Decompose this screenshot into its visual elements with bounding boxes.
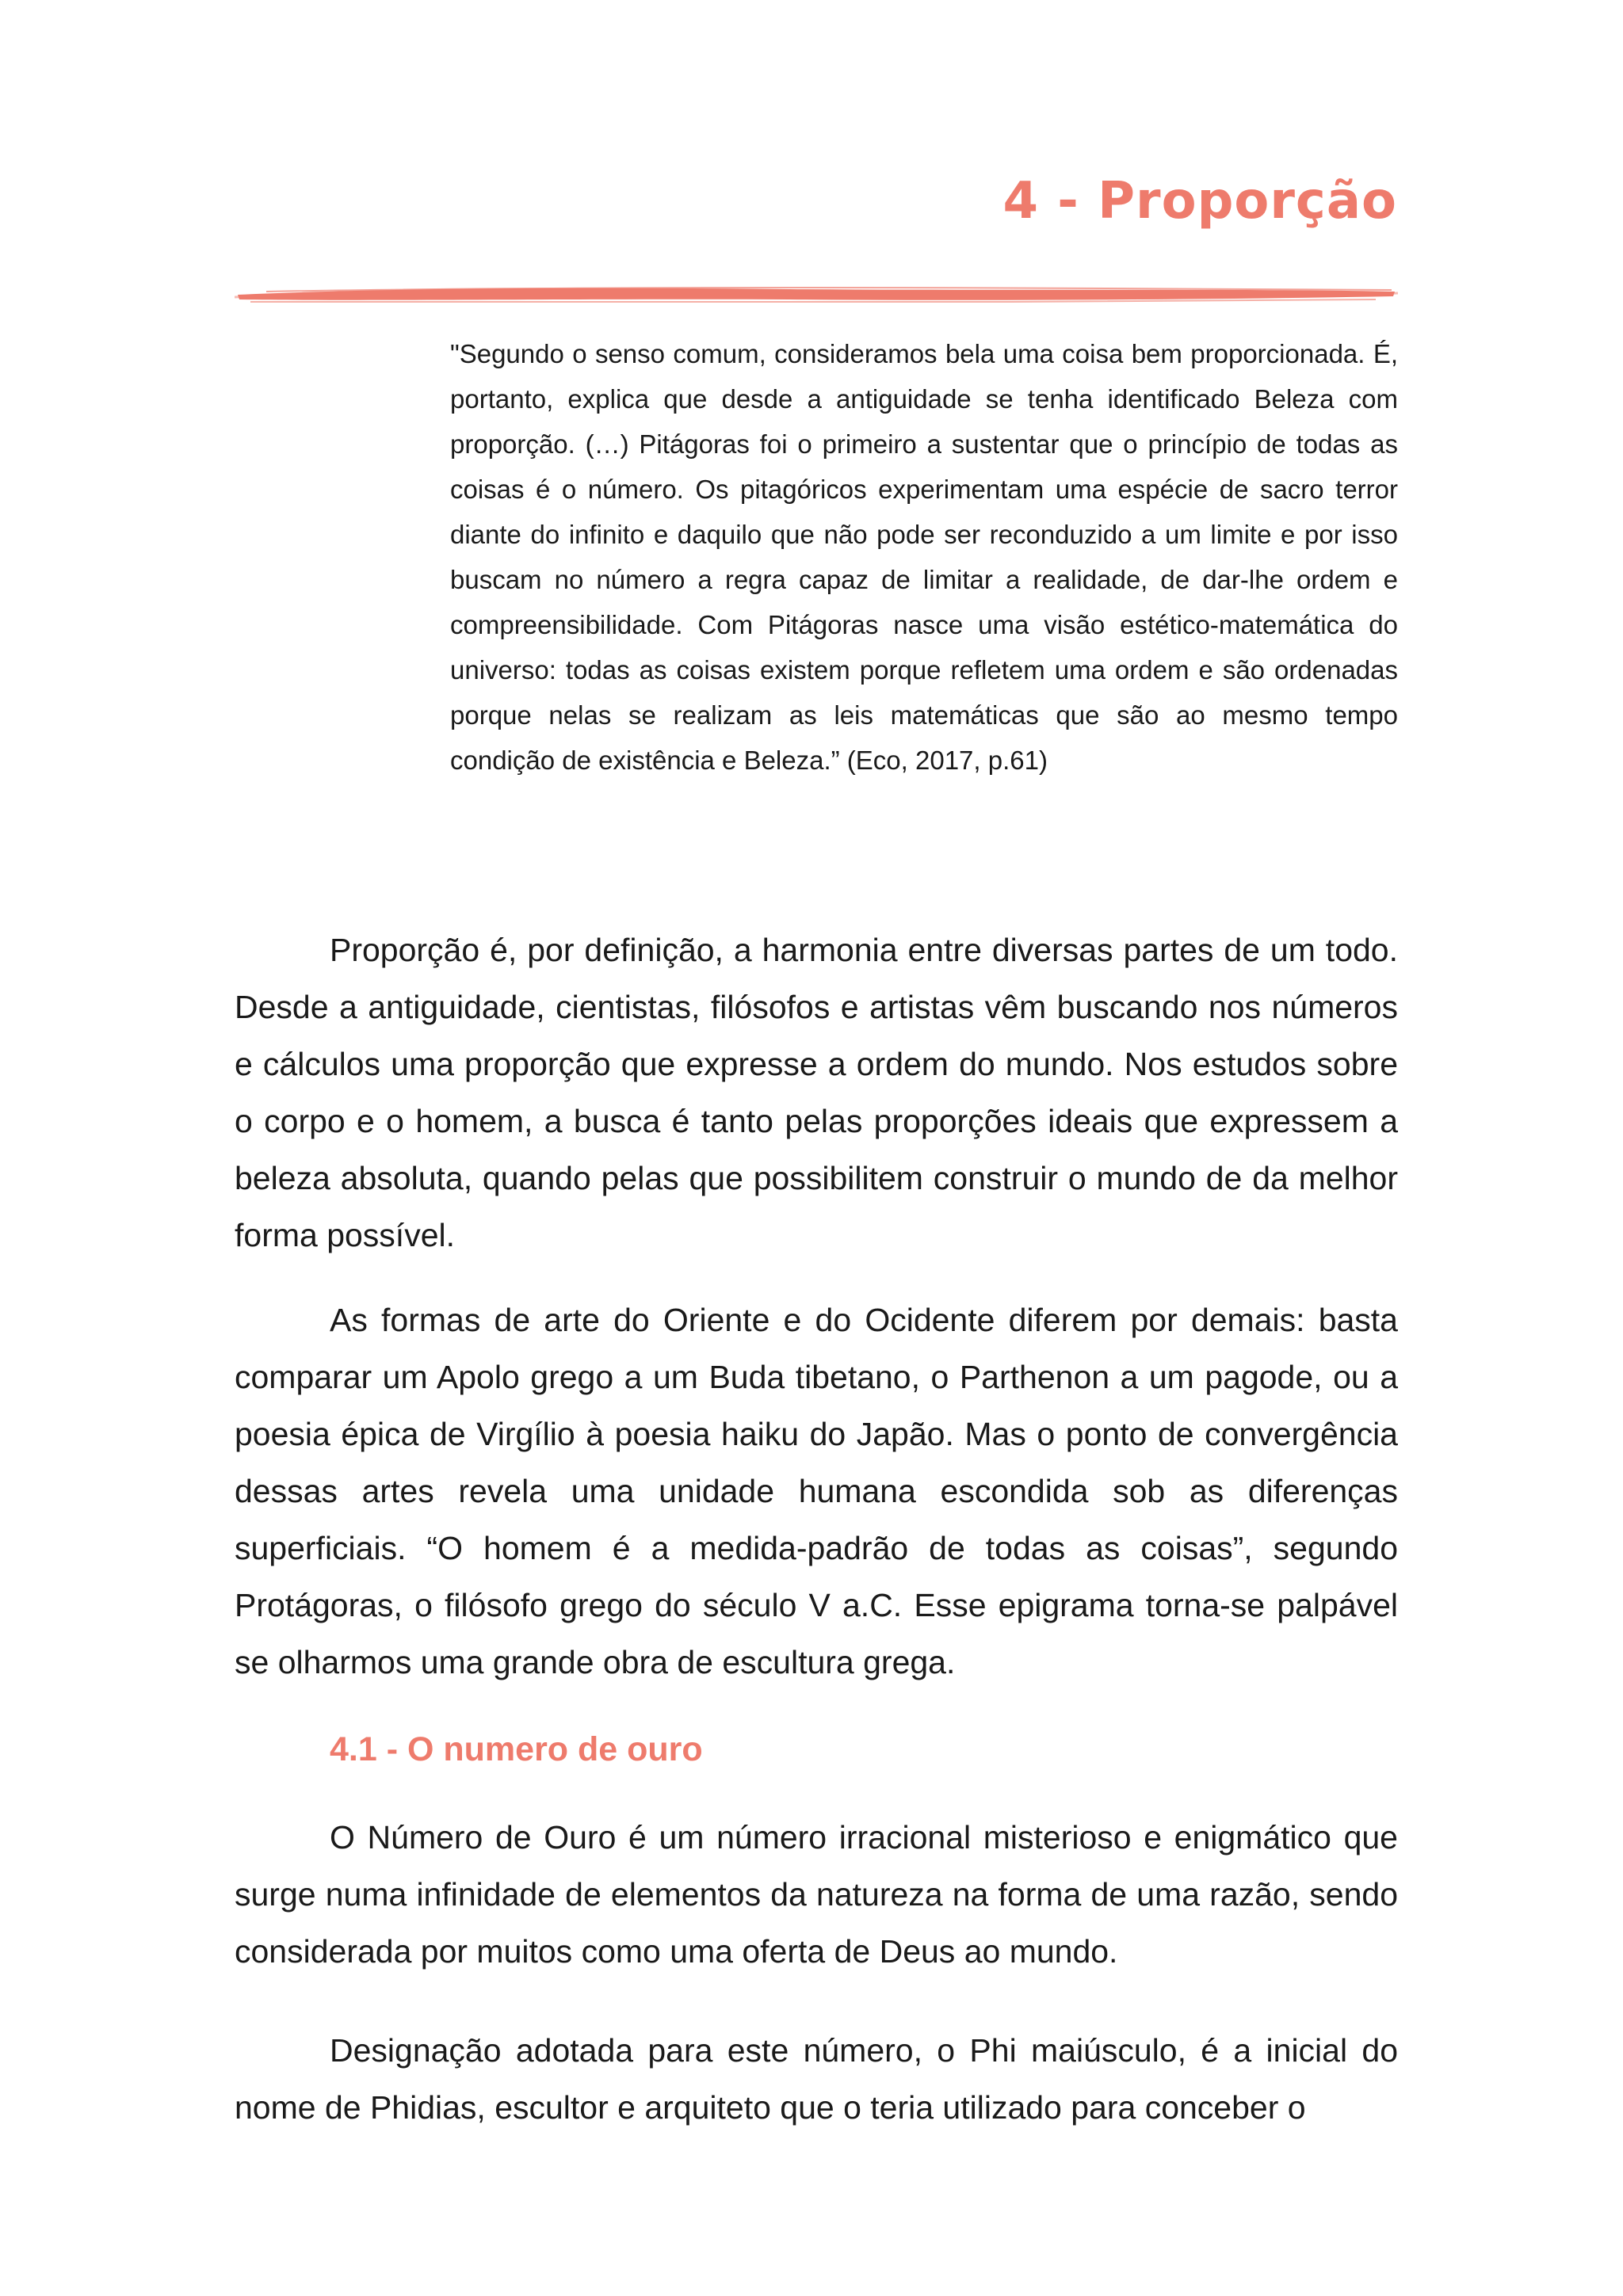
section-heading: 4.1 - O numero de ouro xyxy=(330,1730,703,1768)
brush-stroke-divider xyxy=(235,280,1398,306)
body-paragraph-3: O Número de Ouro é um número irracional misterioso e enigmático que surge numa infinidade de elementos da natureza na forma de uma razão, sendo considerada por muitos como uma oferta de Deus ao mundo. xyxy=(235,1819,1398,1970)
chapter-title: 4 - Proporção xyxy=(1002,172,1397,231)
body-paragraph-2: As formas de arte do Oriente e do Ocidente diferem por demais: basta comparar um Apolo grego a um Buda tibetano, o Parthenon a um pagode, ou a poesia épica de Virgílio à poesia haiku do Japão. Mas o ponto de convergência dessas artes revela uma unidade humana escondida sob as diferenças superficiais. “O homem é a medida-padrão de todas as coisas”, segundo Protágoras, o filósofo grego do século V a.C. Esse epigrama torna-se palpável se olharmos uma grande obra de escultura grega. xyxy=(235,1302,1398,1680)
epigraph-quote: "Segundo o senso comum, consideramos bela uma coisa bem proporcionada. É, portanto, explica que desde a antiguidade se tenha identificado Beleza com proporção. (…) Pitágoras foi o primeiro a sustentar que o princípio de todas as coisas é o número. Os pitagóricos experimentam uma espécie de sacro terror diante do infinito e daquilo que não pode ser reconduzido a um limite e por isso buscam no número a regra capaz de limitar a realidade, de dar-lhe ordem e compreensibilidade. Com Pitágoras nasce uma visão estético-matemática do universo: todas as coisas existem porque refletem uma ordem e são ordenadas porque nelas se realizam as leis matemáticas que são ao mesmo tempo condição de existência e Beleza.” (Eco, 2017, p.61) xyxy=(450,339,1398,775)
body-paragraph-1: Proporção é, por definição, a harmonia entre diversas partes de um todo. Desde a antiguidade, cientistas, filósofos e artistas vêm buscando nos números e cálculos uma proporção que expresse a ordem do mundo. Nos estudos sobre o corpo e o homem, a busca é tanto pelas proporções ideais que expressem a beleza absoluta, quando pelas que possibilitem construir o mundo de da melhor forma possível. xyxy=(235,932,1398,1253)
body-paragraph-4: Designação adotada para este número, o Phi maiúsculo, é a inicial do nome de Phidias, escultor e arquiteto que o teria utilizado para conceber o xyxy=(235,2032,1398,2126)
